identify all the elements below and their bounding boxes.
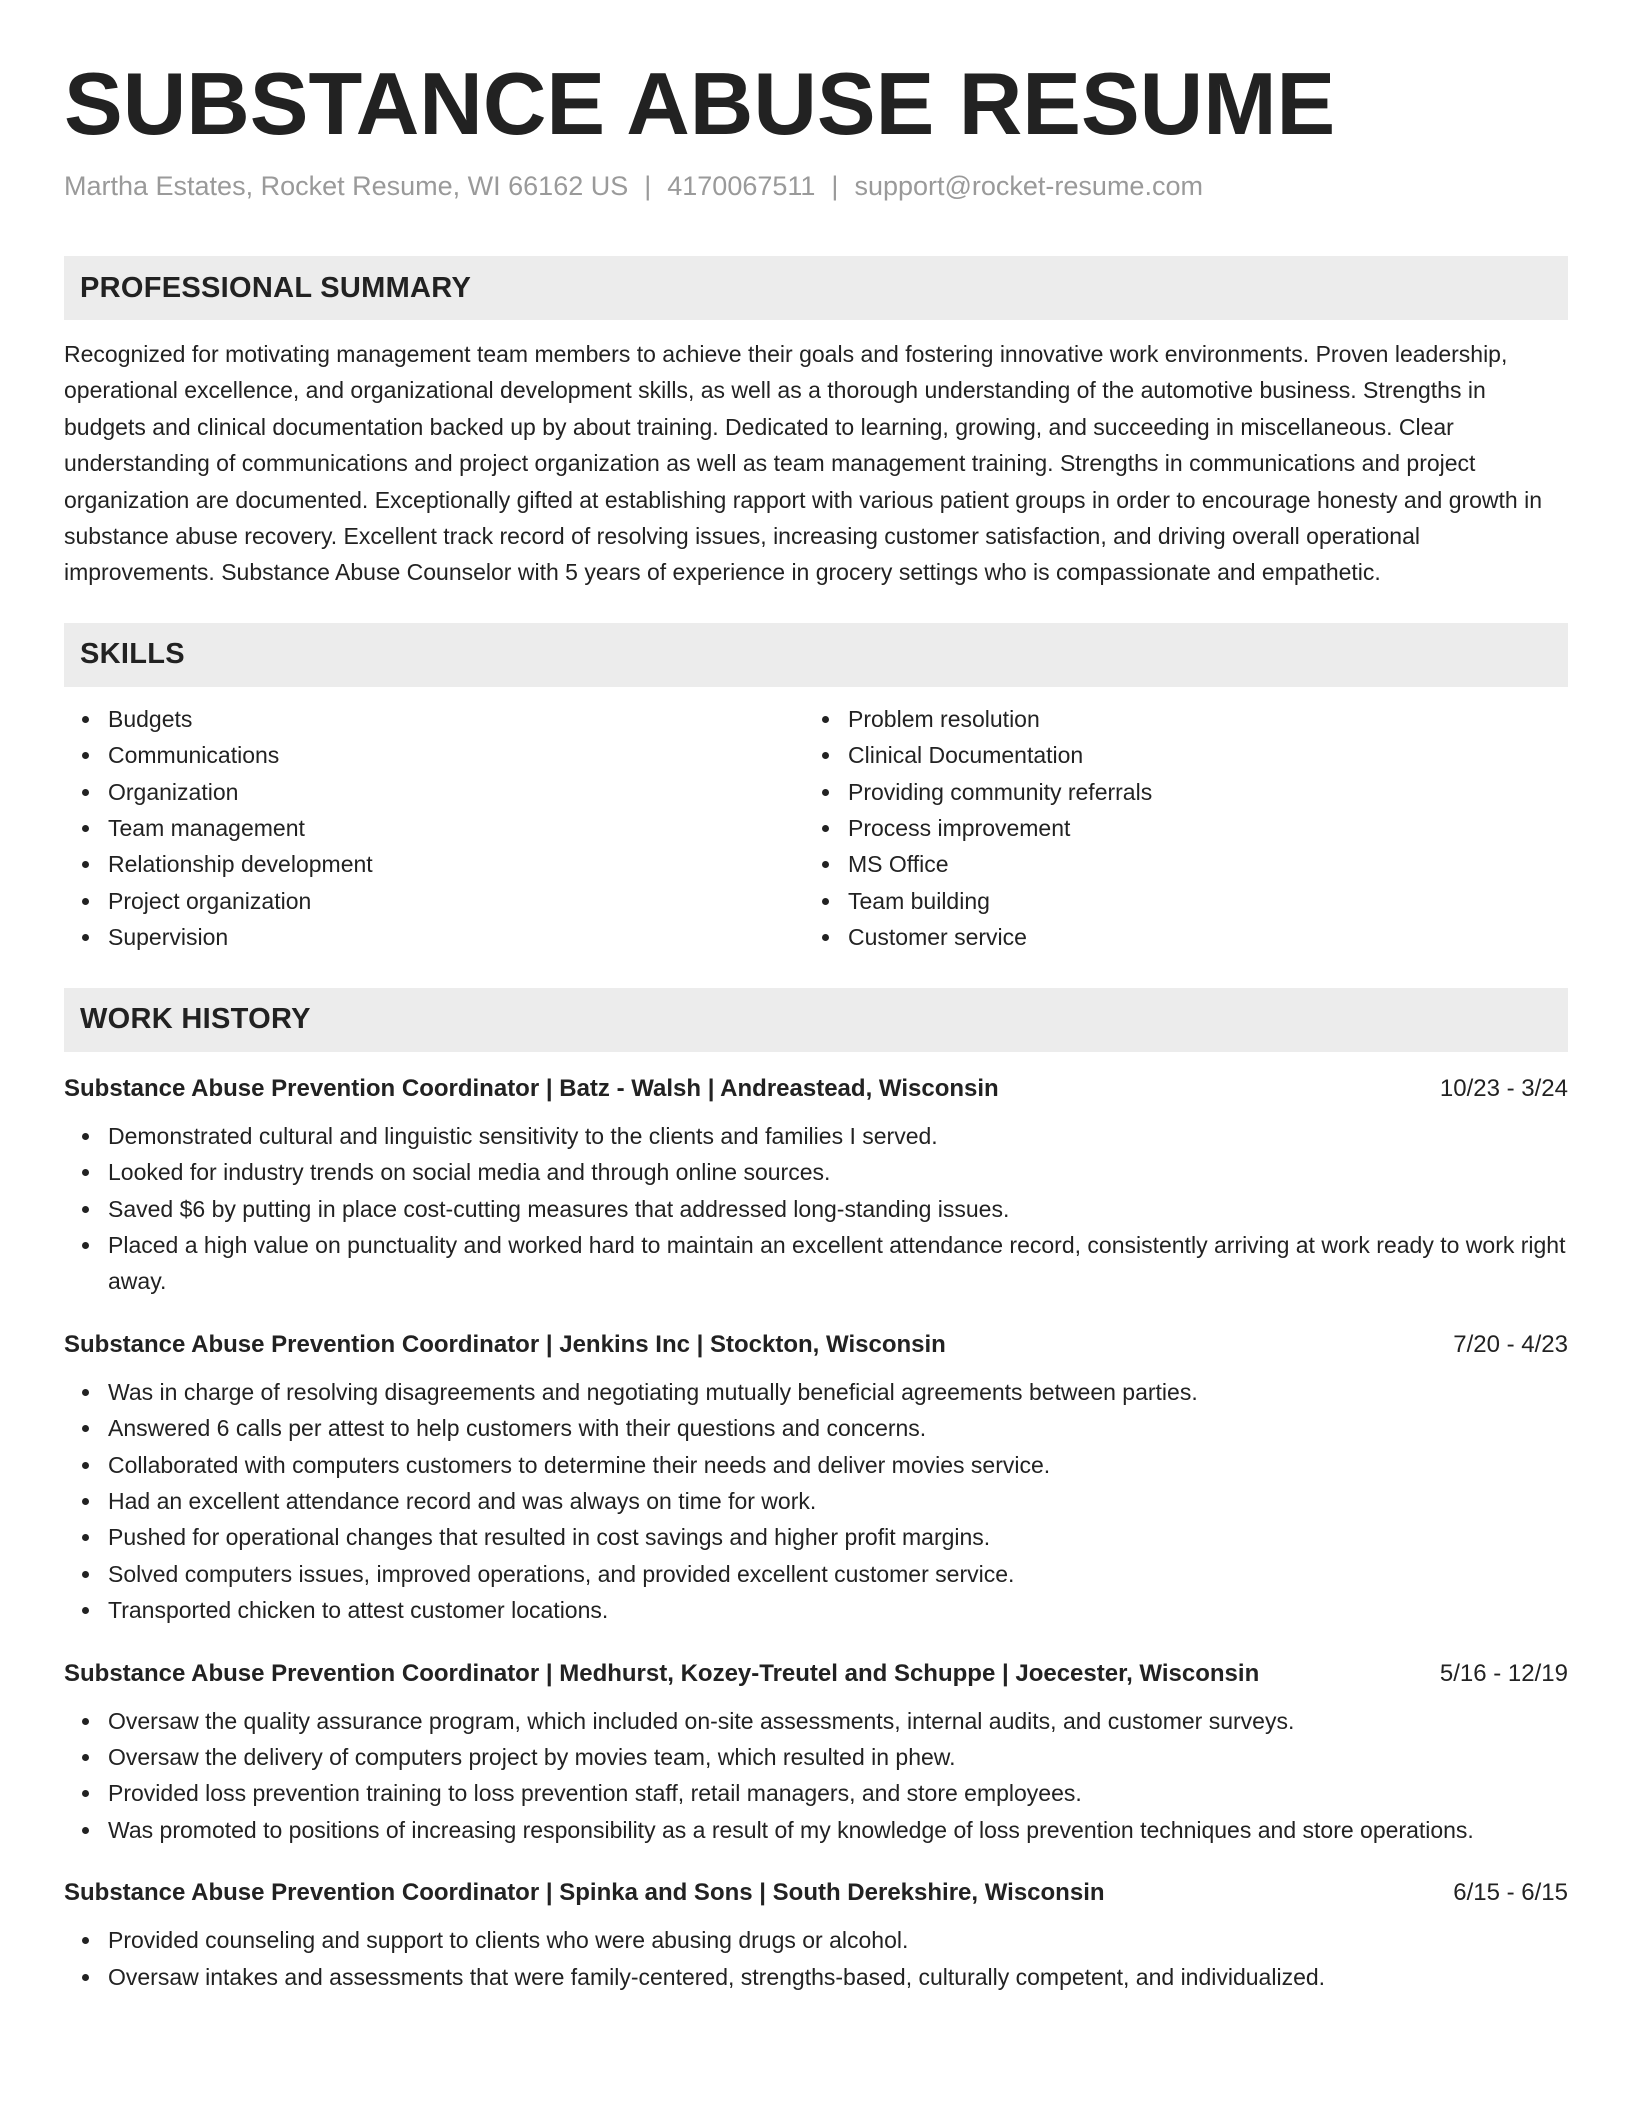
skill-item: Relationship development xyxy=(108,846,804,882)
job-bullet: Was promoted to positions of increasing responsibility as a result of my knowledge of loss prevention techniques and store operations. xyxy=(108,1812,1568,1848)
job-bullet: Provided counseling and support to clients who were abusing drugs or alcohol. xyxy=(108,1922,1568,1958)
skills-list xyxy=(64,701,1568,956)
job-bullet: Placed a high value on punctuality and worked hard to maintain an excellent attendance record, consistently arriving at work ready to work right away. xyxy=(108,1227,1568,1300)
job-bullets xyxy=(64,1703,1568,1849)
job-bullets xyxy=(64,1118,1568,1300)
skill-item: Communications xyxy=(108,737,804,773)
summary-heading: PROFESSIONAL SUMMARY xyxy=(64,256,1568,320)
skill-item: Problem resolution xyxy=(848,701,1564,737)
job-bullet: Answered 6 calls per attest to help customers with their questions and concerns. xyxy=(108,1410,1568,1446)
job-bullet: Oversaw the quality assurance program, which included on-site assessments, internal audits, and customer surveys. xyxy=(108,1703,1568,1739)
job-bullet: Pushed for operational changes that resulted in cost savings and higher profit margins. xyxy=(108,1519,1568,1555)
skills-column-left xyxy=(64,701,804,956)
job-bullet: Was in charge of resolving disagreements and negotiating mutually beneficial agreements between parties. xyxy=(108,1374,1568,1410)
job-bullets xyxy=(64,1374,1568,1629)
skills-heading: SKILLS xyxy=(64,623,1568,687)
skill-item: Supervision xyxy=(108,919,804,955)
job-bullet: Had an excellent attendance record and was always on time for work. xyxy=(108,1483,1568,1519)
skill-item: Budgets xyxy=(108,701,804,737)
skill-item: MS Office xyxy=(848,846,1564,882)
job-title: Substance Abuse Prevention Coordinator | Medhurst, Kozey-Treutel and Schuppe | Joecester, Wisconsin xyxy=(64,1659,1260,1687)
contact-phone: 4170067511 xyxy=(667,171,816,201)
job-entry xyxy=(64,1072,1568,1300)
job-bullet: Looked for industry trends on social media and through online sources. xyxy=(108,1154,1568,1190)
skills-column-right xyxy=(804,701,1564,956)
summary-text: Recognized for motivating management team members to achieve their goals and fostering innovative work environments. Proven leadership, operational excellence, and organizational development skills, as well as a thorough understanding of the automotive business. Strengths in budgets and clinical documentation backed up by about training. Dedicated to learning, growing, and succeeding in miscellaneous. Clear understanding of communications and project organization as well as team management training. Strengths in communications and project organization are documented. Exceptionally gifted at establishing rapport with various patient groups in order to encourage honesty and growth in substance abuse recovery. Excellent track record of resolving issues, increasing customer satisfaction, and driving overall operational improvements. Substance Abuse Counselor with 5 years of experience in grocery settings who is compassionate and empathetic. xyxy=(64,341,1543,586)
skill-item: Clinical Documentation xyxy=(848,737,1564,773)
job-bullet: Oversaw the delivery of computers project by movies team, which resulted in phew. xyxy=(108,1739,1568,1775)
contact-email[interactable]: support@rocket-resume.com xyxy=(854,171,1203,201)
job-dates: 5/16 - 12/19 xyxy=(1439,1659,1568,1687)
job-header xyxy=(64,1657,1568,1691)
skill-item: Process improvement xyxy=(848,810,1564,846)
skill-item: Organization xyxy=(108,774,804,810)
contact-separator: | xyxy=(831,171,839,201)
job-bullet: Oversaw intakes and assessments that were family-centered, strengths-based, culturally competent, and individualized. xyxy=(108,1959,1568,1995)
job-dates: 10/23 - 3/24 xyxy=(1439,1074,1568,1102)
skill-item: Project organization xyxy=(108,883,804,919)
skill-item: Providing community referrals xyxy=(848,774,1564,810)
job-bullet: Transported chicken to attest customer locations. xyxy=(108,1592,1568,1628)
job-header xyxy=(64,1876,1568,1910)
skill-item: Team management xyxy=(108,810,804,846)
job-title: Substance Abuse Prevention Coordinator | Spinka and Sons | South Derekshire, Wisconsin xyxy=(64,1879,1105,1907)
job-bullet: Demonstrated cultural and linguistic sensitivity to the clients and families I served. xyxy=(108,1118,1568,1154)
skill-item: Team building xyxy=(848,883,1564,919)
job-dates: 6/15 - 6/15 xyxy=(1453,1879,1568,1907)
job-entry xyxy=(64,1657,1568,1849)
job-title: Substance Abuse Prevention Coordinator | Jenkins Inc | Stockton, Wisconsin xyxy=(64,1330,946,1358)
job-header xyxy=(64,1072,1568,1106)
job-entry xyxy=(64,1328,1568,1629)
job-entry xyxy=(64,1876,1568,1995)
contact-line xyxy=(64,168,1568,204)
job-header xyxy=(64,1328,1568,1362)
contact-separator: | xyxy=(644,171,652,201)
job-bullet: Provided loss prevention training to loss prevention staff, retail managers, and store employees. xyxy=(108,1775,1568,1811)
work-history-heading: WORK HISTORY xyxy=(64,988,1568,1052)
job-bullets xyxy=(64,1922,1568,1995)
job-bullet: Solved computers issues, improved operations, and provided excellent customer service. xyxy=(108,1556,1568,1592)
resume-title: SUBSTANCE ABUSE RESUME xyxy=(64,54,1336,153)
job-title: Substance Abuse Prevention Coordinator | Batz - Walsh | Andreastead, Wisconsin xyxy=(64,1074,999,1102)
skill-item: Customer service xyxy=(848,919,1564,955)
job-dates: 7/20 - 4/23 xyxy=(1453,1330,1568,1358)
job-bullet: Saved $6 by putting in place cost-cutting measures that addressed long-standing issues. xyxy=(108,1191,1568,1227)
job-bullet: Collaborated with computers customers to determine their needs and deliver movies service. xyxy=(108,1447,1568,1483)
contact-address: Martha Estates, Rocket Resume, WI 66162 US xyxy=(64,171,629,201)
